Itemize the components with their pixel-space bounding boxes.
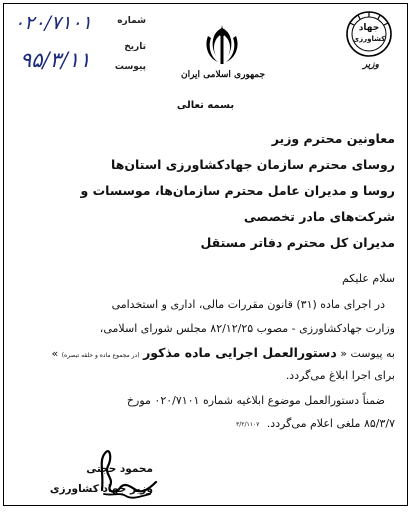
attachment-suffix: » [51,347,59,360]
recipient-line: مدیران کل محترم دفاتر مستقل [200,235,395,250]
logo-text-top: جهاد [358,23,380,33]
body-line: ضمناً دستورالعمل موضوع ابلاغیه شماره ۰۲۰/۷۱۰۱ مورخ [126,394,385,407]
recipient-line: روسای محترم سازمان جهادکشاورزی استان‌ها [111,157,395,172]
body-line: وزارت جهادکشاورزی - مصوب ۸۲/۱۲/۲۵ مجلس شورای اسلامی، [99,322,395,335]
recipient-line: روسا و مدیران عامل محترم سازمان‌ها، موسسات و [80,183,395,198]
body-line-attachment [14,345,395,360]
recipient-line: معاونین محترم وزیر [271,131,395,146]
attachment-title: دستورالعمل اجرایی ماده مذکور [143,345,337,360]
reference-note: ۳/۲/۱۱۰۷ [236,421,260,428]
emblem-icon [202,22,242,68]
emblem-caption: جمهوری اسلامی ایران [180,70,266,80]
signature-icon [90,442,164,502]
body-line: ۸۵/۳/۷ ملغی اعلام می‌گردد. [266,417,395,430]
greeting: سلام علیکم [341,272,395,285]
recipient-line: شرکت‌های مادر تخصصی [243,209,395,224]
attachment-note: (در مجموع ماده و حلقه تبصره) [61,352,140,359]
number-label: شماره [117,16,146,26]
body-line: در اجرای ماده (۳۱) قانون مقررات مالی، اداری و استخدامی [111,298,385,311]
logo-subcaption: وزیر [362,60,379,70]
letter-page [3,3,408,506]
signer-title: وزیر جهاد کشاورزی [49,483,153,495]
date-label: تاریخ [124,42,146,52]
letter-meta [12,12,152,92]
logo-text-bottom: کشاورزی [352,35,386,43]
national-emblem [202,22,242,68]
handwritten-signature [90,442,164,502]
attachment-prefix: به پیوست « [340,347,395,360]
body-line: برای اجرا ابلاغ می‌گردد. [285,369,395,382]
signer-name: محمود حجتی [86,463,153,475]
number-value: ۰۲۰/۷۱۰۱ [14,12,92,34]
ministry-logo [345,10,393,58]
invocation: بسمه تعالی [176,100,235,111]
ministry-logo-icon [345,10,393,58]
date-value: ۹۵/۳/۱۱ [20,48,91,72]
attachment-label: پیوست [114,62,146,72]
